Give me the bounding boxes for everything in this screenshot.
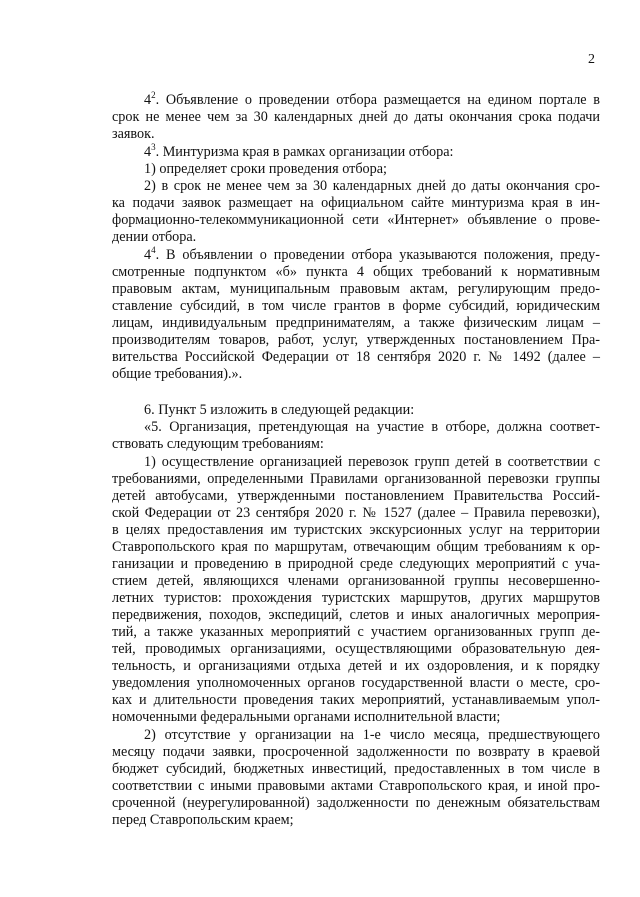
text-line: ка подачи заявок размещает на официальном сайте минтуризма края в ин- — [112, 195, 600, 211]
text-line: $4^4$. В объявлении о проведении отбора указываются положения, преду- — [144, 245, 600, 263]
text-line: 2) отсутствие у организации на 1-е число месяца, предшествующего — [144, 727, 600, 743]
text-line: перед Ставропольским краем; — [112, 812, 294, 828]
text-line: лицам, индивидуальным предпринимателям, а также физическим лицам – — [112, 315, 600, 331]
text-line: заявок. — [112, 126, 155, 142]
text-line: срок не менее чем за 30 календарных дней до даты окончания срока подачи — [112, 109, 600, 125]
text-line: ской Федерации от 23 сентября 2020 г. № 1527 (далее – Правила перевозки), — [112, 505, 600, 521]
text-line: вительства Российской Федерации от 18 сентября 2020 г. № 1492 (далее – — [112, 349, 600, 365]
text-line: тей, проводимых организациями, осуществляющими образовательную дея- — [112, 641, 600, 657]
text-line: ствовать следующим требованиям: — [112, 436, 324, 452]
text-line: тельность, и организациями отдыха детей и их оздоровления, и к порядку — [112, 658, 600, 674]
page-number: 2 — [588, 52, 595, 67]
text-line: правовым актам, муниципальным правовым актам, регулирующим предо- — [112, 281, 600, 297]
text-line: месяцу подачи заявки, просроченной задолженности по возврату в краевой — [112, 744, 600, 760]
text-line: $4^2$. Объявление о проведении отбора размещается на едином портале в — [144, 90, 600, 108]
text-line: 1) определяет сроки проведения отбора; — [144, 161, 387, 177]
text-line: требованиями, определенными Правилами организованной перевозки группы — [112, 471, 600, 487]
text-line: в целях предоставления им туристских экскурсионных услуг на территории — [112, 522, 600, 538]
text-line: стием детей, являющихся членами организованной группы несовершенно- — [112, 573, 600, 589]
text-line: ках и длительности проведения таких мероприятий, устанавливаемым упол- — [112, 692, 600, 708]
text-line: дении отбора. — [112, 229, 197, 245]
text-line: формационно-телекоммуникационной сети «Интернет» объявление о прове- — [112, 212, 600, 228]
text-line: 1) осуществление организацией перевозок групп детей в соответствии с — [144, 454, 600, 470]
text-line: Ставропольского края по маршрутам, отвечающим общим требованиям к ор- — [112, 539, 600, 555]
text-line: «5. Организация, претендующая на участие в отборе, должна соответ- — [144, 419, 600, 435]
text-line: номоченными федеральными органами исполнительной власти; — [112, 709, 501, 725]
text-line: ганизации и проведению в природной среде следующих мероприятий с уча- — [112, 556, 600, 572]
text-line: 6. Пункт 5 изложить в следующей редакции: — [144, 402, 415, 418]
text-line: летних туристов: прохождения туристских маршрутов, других маршрутов — [112, 590, 600, 606]
text-line: бюджет субсидий, бюджетных инвестиций, предоставленных в том числе в — [112, 761, 600, 777]
text-line: передвижения, походов, экспедиций, слетов и иных аналогичных мероприя- — [112, 607, 600, 623]
text-line: уведомления уполномоченных органов государственной власти о месте, сро- — [112, 675, 600, 691]
text-line: ставление субсидий, в том числе грантов в форме субсидий, юридическим — [112, 298, 600, 314]
text-line: смотренные подпунктом «б» пункта 4 общих требований к нормативным — [112, 264, 600, 280]
text-line: сроченной (неурегулированной) задолженности по денежным обязательствам — [112, 795, 600, 811]
text-line: производителям товаров, работ, услуг, утвержденных постановлением Пра- — [112, 332, 600, 348]
text-line: соответствии с иными правовыми актами Ставропольского края, и иной про- — [112, 778, 600, 794]
text-line: тий, а также указанных мероприятий с участием организованных групп де- — [112, 624, 600, 640]
text-line: 2) в срок не менее чем за 30 календарных дней до даты окончания сро- — [144, 178, 600, 194]
text-line: $4^3$. Минтуризма края в рамках организации отбора: — [144, 142, 454, 160]
text-line: общие требования).». — [112, 366, 243, 382]
text-line: детей автобусами, утвержденными постановлением Правительства Россий- — [112, 488, 600, 504]
